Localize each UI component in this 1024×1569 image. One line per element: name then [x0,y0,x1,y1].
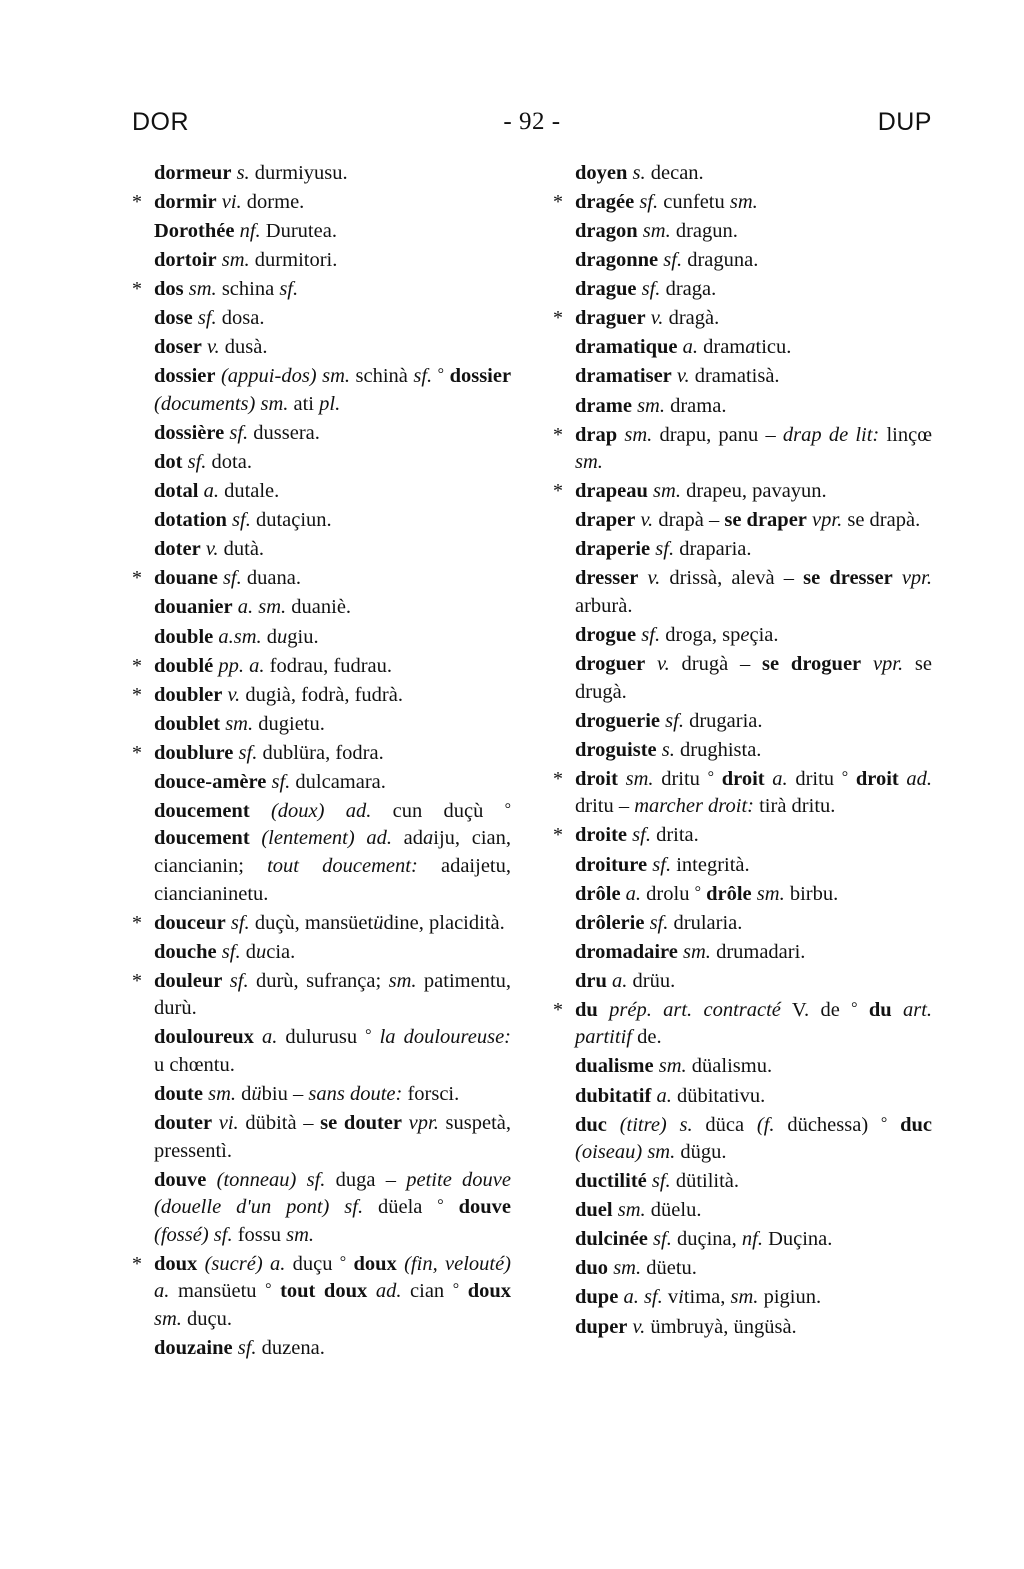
entry-text: dramatiser v. dramatisà. [575,365,780,388]
entry-text: dru a. drüu. [575,969,676,992]
entry-text: douceur sf. duçù, mansüetüdine, placidità. [154,911,505,934]
dictionary-entry [553,766,932,821]
entry-text: doux (sucré) a. duçu ° doux (fin, velouté) a. mansüetu ° tout doux ad. cian ° doux sm. duçu. [154,1252,512,1330]
entry-text: doyen s. decan. [575,162,704,184]
entry-text: drogue sf. droga, speçia. [575,624,779,646]
entry-text: duper v. ümbruyà, üngüsà. [575,1315,797,1338]
entry-text: double a.sm. dugiu. [154,625,319,648]
dictionary-entry [553,939,932,967]
dictionary-entry [553,305,932,333]
entry-star-icon: * [132,654,142,677]
entry-text: drôlerie sf. drularia. [575,911,743,934]
dictionary-entry [132,1081,511,1109]
dictionary-entry [553,737,932,765]
dictionary-entry [132,449,511,477]
dictionary-entry [553,363,932,391]
dictionary-entry [132,653,511,681]
dictionary-entry [553,1197,932,1225]
entry-star-icon: * [553,423,563,446]
dictionary-entry [132,968,511,1023]
dictionary-entry [553,1168,932,1196]
entry-text: douleur sf. durù, sufrança; sm. patimentu, durù. [154,969,512,1020]
dictionary-entry [132,218,511,246]
dictionary-entry [132,740,511,768]
dictionary-entry [553,1226,932,1254]
entry-star-icon: * [553,191,563,214]
dictionary-entry [553,852,932,880]
entry-text: Dorothée nf. Durutea. [154,220,337,243]
dictionary-entry [553,565,932,620]
entry-text: douane sf. duana. [154,567,301,590]
dictionary-entry [553,622,932,650]
entry-text: doter v. dutà. [154,538,265,561]
entry-star-icon: * [132,683,142,706]
entry-text: dormeur s. durmiyusu. [154,162,348,184]
entry-star-icon: * [553,767,563,790]
dictionary-entry [553,478,932,506]
dictionary-entry [132,1167,511,1250]
page-header [132,108,932,142]
dictionary-entry [132,363,511,418]
entry-text: drame sm. drama. [575,394,727,417]
dictionary-entry [132,189,511,217]
dictionary-entry [553,1053,932,1081]
dictionary-entry [132,769,511,797]
dictionary-entry [553,651,932,706]
entry-text: dos sm. schina sf. [154,278,299,301]
entry-star-icon: * [553,998,563,1021]
dictionary-entry [132,160,511,188]
entry-text: dragon sm. dragun. [575,220,738,243]
dictionary-entry [132,334,511,362]
dictionary-entry [132,711,511,739]
dictionary-entry [132,565,511,593]
entry-text: doute sm. dübiu – sans doute: forsci. [154,1083,460,1105]
entry-text: duel sm. düelu. [575,1199,702,1222]
entry-text: doublet sm. dugietu. [154,712,325,735]
left-column [132,160,511,1364]
running-head-right: DUP [877,108,932,136]
entry-star-icon: * [553,824,563,847]
dictionary-entry [132,1110,511,1165]
entry-text: duo sm. düetu. [575,1257,697,1280]
entry-text: draperie sf. draparia. [575,538,752,561]
dictionary-entry [553,1083,932,1111]
dictionary-entry [132,910,511,938]
entry-star-icon: * [553,480,563,503]
entry-star-icon: * [553,307,563,330]
entry-text: drague sf. draga. [575,278,717,301]
dictionary-entry [553,822,932,850]
entry-text: draper v. drapà – se draper vpr. se drapà. [575,509,921,532]
dictionary-entry [553,189,932,217]
entry-star-icon: * [132,278,142,301]
dictionary-entry [553,1314,932,1342]
entry-text: douzaine sf. duzena. [154,1337,325,1360]
entry-star-icon: * [132,969,142,992]
entry-text: dormir vi. dorme. [154,191,305,214]
entry-star-icon: * [132,911,142,934]
entry-text: douce-amère sf. dulcamara. [154,770,386,793]
entry-text: doublure sf. dublüra, fodra. [154,741,384,764]
entry-text: dresser v. drissà, alevà – se dresser vpr. arburà. [575,567,933,617]
entry-text: droguiste s. drughista. [575,738,762,761]
entry-text: dossière sf. dussera. [154,422,320,445]
entry-text: droguerie sf. drugaria. [575,709,763,732]
dictionary-entry [553,881,932,909]
dictionary-entry [553,276,932,304]
dictionary-entry [553,536,932,564]
dictionary-entry [553,422,932,477]
dictionary-entry [132,1251,511,1334]
dictionary-entry [553,334,932,362]
entry-text: droite sf. drita. [575,824,699,847]
entry-text: dragée sf. cunfetu sm. [575,191,758,214]
page-number: - 92 - [503,108,561,135]
dictionary-entry [132,1335,511,1363]
entry-text: dramatique a. dramaticu. [575,336,792,359]
entry-text: ductilité sf. dütilità. [575,1170,740,1193]
dictionary-entry [132,276,511,304]
entry-text: droguer v. drugà – se droguer vpr. se drugà. [575,653,933,703]
dictionary-columns [132,160,932,1364]
dictionary-entry [132,939,511,967]
entry-text: douanier a. sm. duaniè. [154,596,352,619]
dictionary-entry [553,393,932,421]
entry-text: douve (tonneau) sf. duga – petite douve (douelle d'un pont) sf. düela ° douve (fossé) sf. fossu sm. [154,1168,512,1246]
entry-text: doucement (doux) ad. cun duçù ° doucement (lentement) ad. adaiju, cian, ciancianin; tout doucement: adaijetu, ciancianinetu. [154,799,512,905]
dictionary-entry [132,420,511,448]
dictionary-entry [132,594,511,622]
dictionary-entry [132,478,511,506]
entry-text: douloureux a. dulurusu ° la douloureuse: u chœntu. [154,1026,512,1076]
dictionary-entry [553,218,932,246]
dictionary-entry [553,1284,932,1312]
dictionary-entry [553,910,932,938]
dictionary-entry [132,1024,511,1079]
entry-text: dortoir sm. durmitori. [154,249,338,272]
entry-text: du prép. art. contracté V. de ° du art. partitif de. [575,998,933,1049]
dictionary-entry [132,536,511,564]
entry-text: dose sf. dosa. [154,307,265,330]
dictionary-entry [132,247,511,275]
entry-text: dubitatif a. dübitativu. [575,1084,766,1107]
right-column [553,160,932,1364]
entry-text: droiture sf. integrità. [575,853,750,876]
dictionary-entry [132,305,511,333]
entry-text: dotal a. dutale. [154,480,280,503]
dictionary-entry [553,708,932,736]
entry-text: dualisme sm. düalismu. [575,1055,773,1078]
dictionary-entry [132,798,511,908]
dictionary-entry [553,1112,932,1167]
entry-text: drapeau sm. drapeu, pavayun. [575,480,827,503]
entry-text: douche sf. ducia. [154,940,296,963]
entry-star-icon: * [132,1252,142,1275]
entry-text: dragonne sf. draguna. [575,249,759,272]
entry-text: douter vi. dübità – se douter vpr. suspetà, pressentì. [154,1112,512,1162]
entry-text: dot sf. dota. [154,451,252,474]
dictionary-entry [553,507,932,535]
entry-text: droit sm. dritu ° droit a. dritu ° droit ad. dritu – marcher droit: tirà dritu. [575,767,933,818]
entry-text: drôle a. drolu ° drôle sm. birbu. [575,882,839,905]
entry-text: dotation sf. dutaçiun. [154,509,332,532]
dictionary-entry [553,1255,932,1283]
dictionary-entry [553,968,932,996]
dictionary-entry [132,507,511,535]
entry-text: dossier (appui-dos) sm. schinà sf. ° dossier (documents) sm. ati pl. [154,365,512,415]
entry-text: draguer v. dragà. [575,307,720,330]
dictionary-entry [132,682,511,710]
entry-text: doublé pp. a. fodrau, fudrau. [154,654,393,677]
entry-text: dromadaire sm. drumadari. [575,940,806,963]
dictionary-entry [553,160,932,188]
entry-text: doubler v. dugià, fodrà, fudrà. [154,683,403,706]
entry-text: drap sm. drapu, panu – drap de lit: linçœ sm. [575,423,932,474]
entry-text: doser v. dusà. [154,336,268,359]
dictionary-entry [553,247,932,275]
dictionary-entry [132,624,511,652]
entry-text: dupe a. sf. vitima, sm. pigiun. [575,1286,822,1309]
entry-text: dulcinée sf. duçina, nf. Duçina. [575,1228,833,1251]
entry-star-icon: * [132,567,142,590]
entry-text: duc (titre) s. düca (f. düchessa) ° duc (oiseau) sm. dügu. [575,1113,933,1164]
dictionary-entry [553,997,932,1052]
entry-star-icon: * [132,741,142,764]
entry-star-icon: * [132,191,142,214]
running-head-left: DOR [132,108,190,136]
